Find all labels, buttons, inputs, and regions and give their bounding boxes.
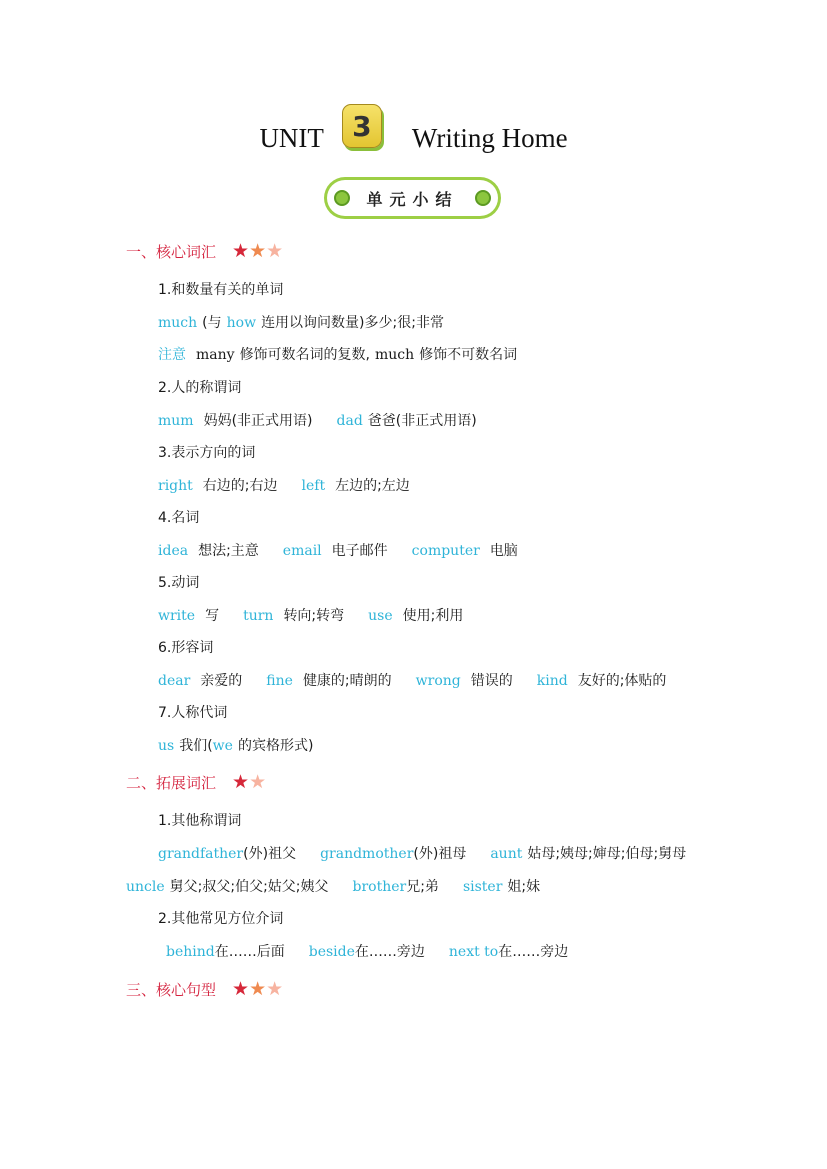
vocab-meaning: 的宾格形式) (237, 738, 314, 754)
vocab-meaning: 左边的;左边 (335, 478, 410, 494)
vocab-meaning: 亲爱的 (200, 673, 243, 689)
green-dot-icon (475, 190, 491, 206)
vocab-meaning: 在……旁边 (498, 944, 569, 960)
vocab-word: kind (536, 673, 568, 689)
vocab-meaning: 舅父;叔父;伯父;姑父;姨父 (169, 879, 329, 895)
vocab-word: how (226, 315, 257, 331)
vocab-meaning: 友好的;体贴的 (577, 673, 667, 689)
vocab-word: dad (336, 413, 363, 429)
subheading: 6.形容词 (158, 640, 214, 656)
note-text: 修饰不可数名词 (419, 347, 518, 363)
vocab-word: email (282, 543, 322, 559)
vocab-meaning: 电子邮件 (331, 543, 388, 559)
section-heading-core-sentences (126, 978, 283, 1000)
vocab-meaning: 错误的 (470, 673, 513, 689)
vocab-word: grandfather (158, 846, 244, 862)
vocab-word: uncle (126, 879, 165, 895)
note-text: 修饰可数名词的复数, (239, 347, 371, 363)
vocab-meaning: (外)祖父 (243, 846, 297, 862)
vocab-meaning: 想法;主意 (198, 543, 259, 559)
vocab-meaning: 爸爸(非正式用语) (367, 413, 477, 429)
vocab-word: idea (158, 543, 189, 559)
subheading: 2.其他常见方位介词 (158, 911, 284, 927)
subheading: 3.表示方向的词 (158, 445, 256, 461)
subheading: 5.动词 (158, 575, 200, 591)
star-rating-icon: ★★★ (232, 240, 284, 262)
vocab-meaning: 右边的;右边 (202, 478, 278, 494)
vocab-meaning: 姐;妹 (507, 879, 541, 895)
vocab-word: grandmother (320, 846, 414, 862)
vocab-word: next to (448, 944, 499, 960)
vocab-meaning: 我们( (179, 738, 213, 754)
unit-summary-label: 单元小结 (366, 189, 459, 209)
vocab-word: fine (266, 673, 293, 689)
green-dot-icon (334, 190, 350, 206)
vocab-line (166, 941, 568, 961)
unit-number-badge: 3 (342, 104, 382, 148)
subheading: 7.人称代词 (158, 705, 228, 721)
vocab-word: brother (352, 879, 407, 895)
vocab-meaning: 健康的;晴朗的 (302, 673, 392, 689)
vocab-word: much (158, 315, 198, 331)
section-heading-extended-vocab (126, 771, 266, 793)
vocab-meaning: 兄;弟 (406, 879, 439, 895)
note-word: many (196, 347, 235, 363)
vocab-word: aunt (490, 846, 523, 862)
vocab-line (158, 410, 477, 430)
note-word: much (375, 347, 415, 363)
unit-title (0, 108, 827, 168)
vocab-meaning: 写 (205, 608, 220, 624)
vocab-word: mum (158, 413, 194, 429)
vocab-line (158, 670, 666, 690)
vocab-word: beside (308, 944, 355, 960)
vocab-line (126, 876, 540, 896)
vocab-word: sister (462, 879, 503, 895)
vocab-meaning: 使用;利用 (402, 608, 464, 624)
section-title: 二、拓展词汇 (126, 773, 217, 792)
vocab-word: behind (166, 944, 215, 960)
vocab-meaning: 姑母;姨母;婶母;伯母;舅母 (527, 846, 687, 862)
section-title: 一、核心词汇 (126, 242, 217, 261)
vocab-word: we (212, 738, 233, 754)
note-label: 注意 (158, 347, 186, 363)
vocab-note: (与 (202, 315, 222, 331)
vocab-meaning: 妈妈(非正式用语) (203, 413, 313, 429)
vocab-word: us (158, 738, 175, 754)
vocab-meaning: 电脑 (489, 543, 518, 559)
vocab-meaning: 连用以询问数量)多少;很;非常 (261, 315, 444, 331)
vocab-line (158, 605, 463, 625)
section-heading-core-vocab (126, 240, 283, 262)
vocab-word: use (368, 608, 393, 624)
vocab-meaning: (外)祖母 (413, 846, 467, 862)
subheading: 1.其他称谓词 (158, 813, 242, 829)
star-rating-icon: ★★ (232, 771, 267, 793)
vocab-word: turn (243, 608, 274, 624)
section-title: 三、核心句型 (126, 980, 217, 999)
vocab-line (158, 735, 313, 755)
unit-summary-badge (324, 177, 501, 219)
subheading: 2.人的称谓词 (158, 380, 242, 396)
vocab-line (158, 843, 686, 863)
vocab-line (158, 540, 518, 560)
vocab-meaning: 在……旁边 (354, 944, 425, 960)
vocab-word: wrong (415, 673, 461, 689)
star-rating-icon: ★★★ (232, 978, 284, 1000)
subheading: 4.名词 (158, 510, 200, 526)
vocab-word: write (158, 608, 196, 624)
vocab-line (158, 475, 410, 495)
note-line (158, 344, 517, 364)
vocab-meaning: 转向;转弯 (283, 608, 345, 624)
unit-title-text: Writing Home (411, 122, 568, 153)
subheading: 1.和数量有关的单词 (158, 282, 284, 298)
vocab-word: computer (411, 543, 480, 559)
vocab-word: dear (158, 673, 191, 689)
vocab-line (158, 312, 444, 332)
vocab-word: left (301, 478, 326, 494)
unit-word: UNIT (259, 122, 324, 153)
vocab-word: right (158, 478, 193, 494)
vocab-meaning: 在……后面 (214, 944, 285, 960)
